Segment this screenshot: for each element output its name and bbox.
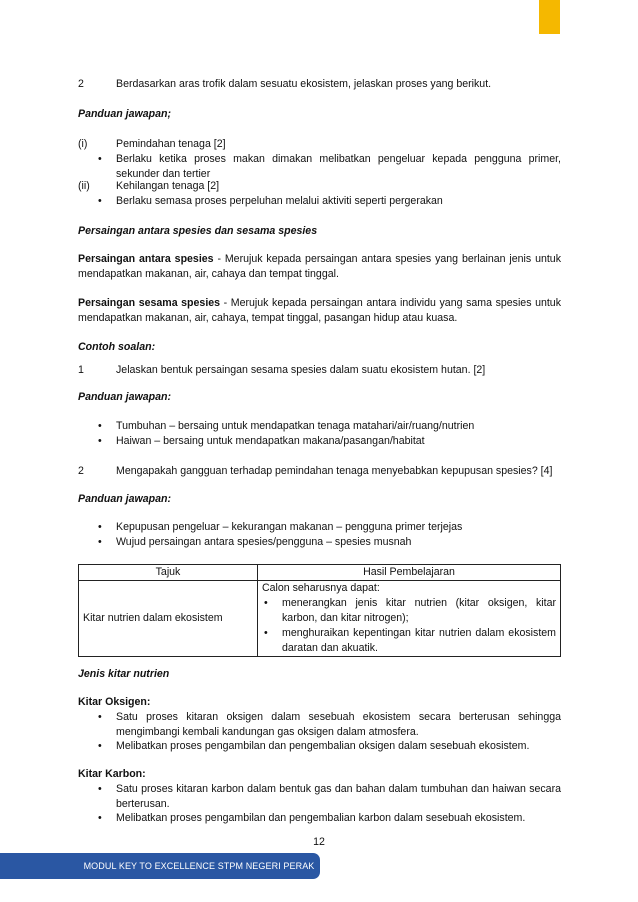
bullet-text: Melibatkan proses pengambilan dan pengembalian karbon dalam sesebuah ekosistem. <box>116 812 526 824</box>
footer-bar <box>0 853 80 879</box>
item-label: Kehilangan tenaga [2] <box>116 180 220 192</box>
table-header: Tajuk <box>79 565 258 581</box>
bullet-text: Wujud persaingan antara spesies/pengguna – spesies musnah <box>116 536 412 548</box>
bullet-icon: • <box>98 435 102 447</box>
question-number: 2 <box>78 78 84 90</box>
bullet-text: Satu proses kitaran oksigen dalam sesebuah ekosistem secara berterusan sehingga mengimbangi kembali kandungan gas oksigen dalam atmosfera. <box>116 711 561 738</box>
bullet-icon: • <box>98 783 102 795</box>
bullet-text: Haiwan – bersaing untuk mendapatkan makana/pasangan/habitat <box>116 435 425 447</box>
outcome-text: menghuraikan kepentingan kitar nutrien dalam ekosistem daratan dan akuatik. <box>282 627 556 654</box>
syllabus-table <box>78 564 561 657</box>
bullet-icon: • <box>98 711 102 723</box>
table-row <box>79 581 561 657</box>
paragraph-interspecies <box>78 252 561 282</box>
bullet-icon: • <box>264 597 268 609</box>
outcomes-intro: Calon seharusnya dapat: <box>262 582 380 594</box>
page-number: 12 <box>313 836 325 848</box>
footer-banner: MODUL KEY TO EXCELLENCE STPM NEGERI PERAK <box>78 853 320 879</box>
answer-guide-heading: Panduan jawapan: <box>78 493 172 505</box>
item-roman: (ii) <box>78 180 90 192</box>
bullet-text: Berlaku semasa proses perpeluhan melalui aktiviti seperti pergerakan <box>116 195 443 207</box>
question-text: Berdasarkan aras trofik dalam sesuatu ekosistem, jelaskan proses yang berikut. <box>116 78 492 90</box>
bullet-text: Melibatkan proses pengambilan dan pengembalian oksigen dalam sesebuah ekosistem. <box>116 740 530 752</box>
bullet-icon: • <box>98 812 102 824</box>
bullet-text: Kepupusan pengeluar – kekurangan makanan – pengguna primer terjejas <box>116 521 463 533</box>
list-item <box>262 596 556 626</box>
table-header: Hasil Pembelajaran <box>258 565 561 581</box>
item-i-bullet <box>78 152 561 182</box>
bullet-icon: • <box>98 521 102 533</box>
subsection-title: Kitar Oksigen: <box>78 696 151 708</box>
list-item <box>78 710 561 740</box>
question-number: 2 <box>78 465 84 477</box>
list-item <box>262 626 556 656</box>
term: Persaingan antara spesies <box>78 253 214 265</box>
item-label: Pemindahan tenaga [2] <box>116 138 226 150</box>
bullet-icon: • <box>98 153 102 165</box>
subsection-title: Kitar Karbon: <box>78 768 146 780</box>
definition: - Merujuk kepada persaingan antara individu yang sama spesies untuk mendapatkan makanan, air, cahaya, tempat tinggal, pasangan hidup atau kuasa. <box>78 297 561 324</box>
question-number: 1 <box>78 364 84 376</box>
list-item <box>78 782 561 812</box>
question-text: Jelaskan bentuk persaingan sesama spesies dalam suatu ekosistem hutan. [2] <box>116 364 486 376</box>
bullet-icon: • <box>98 536 102 548</box>
corner-tab <box>539 0 560 34</box>
item-roman: (i) <box>78 138 88 150</box>
bullet-icon: • <box>98 740 102 752</box>
definition: - Merujuk kepada persaingan antara spesies yang berlainan jenis untuk mendapatkan makanan, air, cahaya dan tempat tinggal. <box>78 253 561 280</box>
question-text: Mengapakah gangguan terhadap pemindahan tenaga menyebabkan kepupusan spesies? [4] <box>116 465 553 477</box>
examples-heading: Contoh soalan: <box>78 341 156 353</box>
table-cell-topic: Kitar nutrien dalam ekosistem <box>79 581 258 657</box>
answer-guide-heading: Panduan jawapan; <box>78 108 172 120</box>
bullet-icon: • <box>264 627 268 639</box>
table-cell-outcomes <box>258 581 561 657</box>
paragraph-intraspecies <box>78 296 561 326</box>
table-header-row <box>79 565 561 581</box>
bullet-text: Tumbuhan – bersaing untuk mendapatkan tenaga matahari/air/ruang/nutrien <box>116 420 475 432</box>
bullet-text: Berlaku ketika proses makan dimakan melibatkan pengeluar kepada pengguna primer, sekunder dan tertier <box>116 153 561 180</box>
outcome-text: menerangkan jenis kitar nutrien (kitar oksigen, kitar karbon, dan kitar nitrogen); <box>282 597 556 624</box>
section-heading: Jenis kitar nutrien <box>78 668 170 680</box>
bullet-icon: • <box>98 420 102 432</box>
section-heading: Persaingan antara spesies dan sesama spesies <box>78 225 318 237</box>
bullet-text: Satu proses kitaran karbon dalam bentuk gas dan bahan dalam tumbuhan dan haiwan secara berterusan. <box>116 783 561 810</box>
term: Persaingan sesama spesies <box>78 297 221 309</box>
answer-guide-heading: Panduan jawapan: <box>78 391 172 403</box>
bullet-icon: • <box>98 195 102 207</box>
